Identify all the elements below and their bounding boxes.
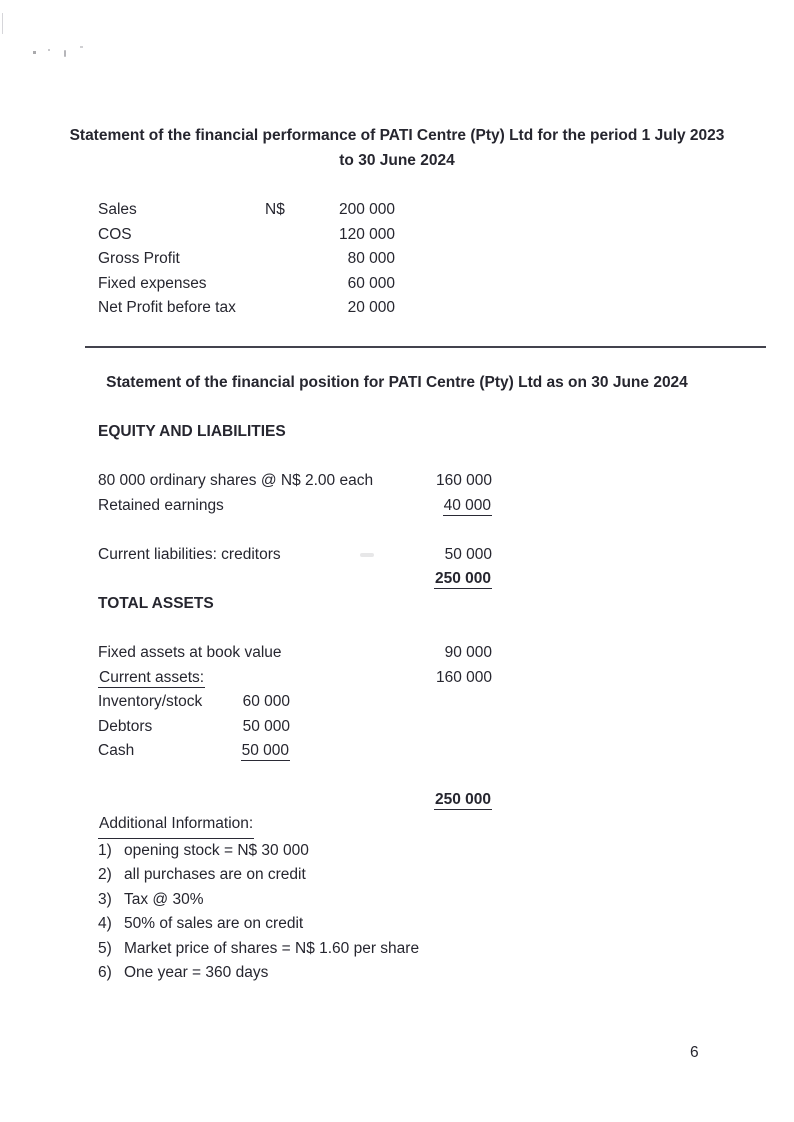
total-assets-heading: TOTAL ASSETS xyxy=(98,595,214,612)
row-label: 80 000 ordinary shares @ N$ 2.00 each xyxy=(98,472,374,489)
additional-information-heading: Additional Information: xyxy=(98,812,518,839)
item-number: 1) xyxy=(98,841,112,859)
row-value: 50 000 xyxy=(241,742,289,759)
row-value: 40 000 xyxy=(443,496,491,514)
table-row-cash xyxy=(98,739,492,764)
item-text: 50% of sales are on credit xyxy=(124,915,304,933)
row-label: Gross Profit xyxy=(98,250,180,267)
row-value: 50 000 xyxy=(444,545,492,563)
item-text: Tax @ 30% xyxy=(124,890,204,908)
item-text: opening stock = N$ 30 000 xyxy=(124,841,309,859)
item-number: 4) xyxy=(98,915,112,933)
scan-speck xyxy=(80,46,83,48)
row-total-value: 250 000 xyxy=(434,791,491,808)
table-row-retained-earnings xyxy=(98,494,492,519)
item-text: One year = 360 days xyxy=(124,964,269,982)
table-row-debtors xyxy=(98,715,492,740)
list-item xyxy=(98,961,518,986)
row-label: Fixed assets at book value xyxy=(98,644,282,661)
table-row-fixed-assets xyxy=(98,641,492,666)
row-value: 90 000 xyxy=(444,644,492,661)
row-label: Cash xyxy=(98,742,135,759)
row-label: Net Profit before tax xyxy=(98,299,236,316)
equity-liabilities-heading: EQUITY AND LIABILITIES xyxy=(98,423,286,440)
table-row-cos xyxy=(98,223,395,248)
currency-label: N$ xyxy=(265,201,285,218)
scan-speck xyxy=(33,51,36,54)
item-number: 6) xyxy=(98,964,112,982)
row-label: Current liabilities: creditors xyxy=(98,545,281,563)
row-value: 80 000 xyxy=(347,250,395,267)
table-row-current-assets xyxy=(98,666,492,691)
row-value: 60 000 xyxy=(347,274,395,292)
item-number: 5) xyxy=(98,939,112,957)
performance-title-line2: to 30 June 2024 xyxy=(339,151,455,169)
list-item xyxy=(98,937,518,962)
row-label: Debtors xyxy=(98,717,153,735)
row-value: 120 000 xyxy=(338,225,395,243)
performance-title-line1: Statement of the financial performance of PATI Centre (Pty) Ltd for the period 1 July 2023 xyxy=(69,127,725,144)
item-number: 2) xyxy=(98,866,112,884)
total-assets-table xyxy=(98,641,492,813)
table-row-fixed-expenses xyxy=(98,272,395,297)
section-divider-rule xyxy=(85,346,766,348)
row-value: 160 000 xyxy=(435,668,492,686)
table-row-current-liabilities xyxy=(98,543,492,568)
row-value: 60 000 xyxy=(242,693,290,710)
row-value: 200 000 xyxy=(338,201,395,218)
scan-speck xyxy=(64,50,66,57)
row-value: 20 000 xyxy=(347,299,395,316)
position-statement-title: Statement of the financial position for PATI Centre (Pty) Ltd as on 30 June 2024 xyxy=(106,374,688,391)
row-label: Inventory/stock xyxy=(98,693,203,710)
table-row-equity-total xyxy=(98,567,492,592)
page-number: 6 xyxy=(690,1044,699,1061)
list-item xyxy=(98,888,518,913)
row-value: 160 000 xyxy=(435,472,492,489)
row-label: Retained earnings xyxy=(98,496,224,514)
additional-information-section xyxy=(98,812,518,986)
performance-statement-table xyxy=(98,198,395,321)
row-value: 50 000 xyxy=(242,717,290,735)
list-item xyxy=(98,839,518,864)
equity-liabilities-table xyxy=(98,469,492,592)
table-row-net-profit xyxy=(98,296,395,321)
scan-speck xyxy=(48,49,50,51)
row-label: Current assets: xyxy=(99,668,205,686)
item-text: all purchases are on credit xyxy=(124,866,306,884)
table-row-inventory xyxy=(98,690,492,715)
item-text: Market price of shares = N$ 1.60 per share xyxy=(124,939,420,957)
table-row-gross-profit xyxy=(98,247,395,272)
row-label: Sales xyxy=(98,201,137,218)
item-number: 3) xyxy=(98,890,112,908)
table-row-sales xyxy=(98,198,395,223)
scan-edge-mark xyxy=(2,13,3,34)
list-item xyxy=(98,863,518,888)
table-row-ordinary-shares xyxy=(98,469,492,494)
table-row-assets-total xyxy=(98,788,492,813)
performance-statement-title xyxy=(40,124,754,173)
row-label: COS xyxy=(98,225,132,243)
list-item xyxy=(98,912,518,937)
row-label: Fixed expenses xyxy=(98,274,207,292)
row-total-value: 250 000 xyxy=(434,570,491,587)
